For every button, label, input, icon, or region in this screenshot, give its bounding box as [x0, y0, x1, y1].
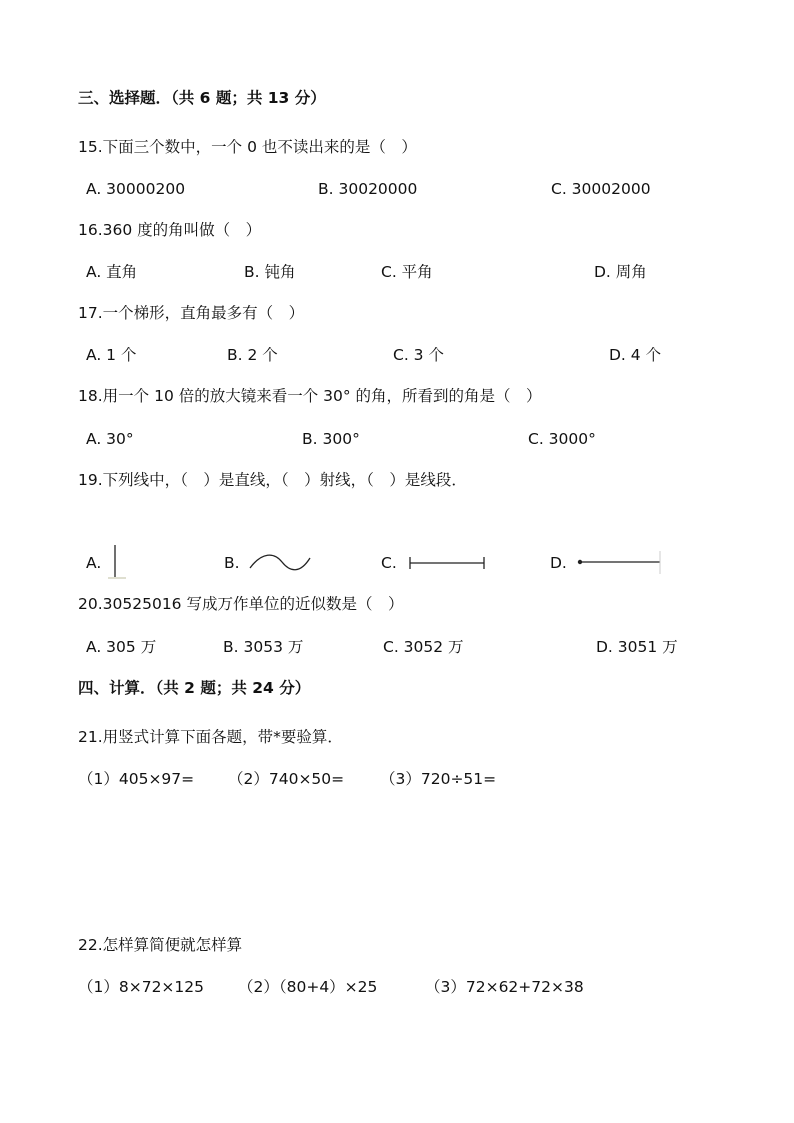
q22-item-2: （2）（80+4）×25 — [238, 978, 378, 996]
q21-item-2: （2）740×50= — [228, 770, 345, 788]
q17-option-a: A. 1 个 — [86, 346, 137, 364]
q22-item-3: （3）72×62+72×38 — [425, 978, 584, 996]
question-18: 18.用一个 10 倍的放大镜来看一个 30° 的角，所看到的角是（ ） — [78, 387, 542, 405]
q20-option-c: C. 3052 万 — [383, 638, 464, 656]
q19-option-d: D. — [550, 554, 567, 572]
section-4-title: 四、计算．（共 2 题；共 24 分） — [78, 679, 311, 697]
q20-option-b: B. 3053 万 — [223, 638, 304, 656]
question-21: 21.用竖式计算下面各题，带*要验算． — [78, 728, 343, 746]
q18-option-c: C. 3000° — [528, 430, 596, 448]
figure-c-segment — [405, 555, 489, 571]
q17-option-d: D. 4 个 — [609, 346, 662, 364]
q19-option-c: C. — [381, 554, 397, 572]
q21-item-3: （3）720÷51= — [380, 770, 497, 788]
q19-option-a: A. — [86, 554, 102, 572]
question-19: 19.下列线中，（ ）是直线，（ ）射线，（ ）是线段． — [78, 471, 467, 489]
q15-option-a: A. 30000200 — [86, 180, 186, 198]
figure-b-curve — [248, 552, 312, 574]
q18-option-b: B. 300° — [302, 430, 360, 448]
q16-option-d: D. 周角 — [594, 263, 647, 281]
q18-option-a: A. 30° — [86, 430, 134, 448]
figure-d-ray — [574, 550, 666, 576]
q16-option-b: B. 钝角 — [244, 263, 296, 281]
q15-option-c: C. 30002000 — [551, 180, 651, 198]
question-22: 22.怎样算简便就怎样算 — [78, 936, 243, 954]
q20-option-a: A. 305 万 — [86, 638, 157, 656]
fig-b-curve-path — [250, 555, 310, 570]
q21-item-1: （1）405×97= — [78, 770, 195, 788]
q17-option-c: C. 3 个 — [393, 346, 444, 364]
q22-item-1: （1）8×72×125 — [78, 978, 205, 996]
question-20: 20.30525016 写成万作单位的近似数是（ ） — [78, 595, 404, 613]
figure-a-vertical-line — [104, 543, 130, 583]
q19-option-b: B. — [224, 554, 240, 572]
q16-option-c: C. 平角 — [381, 263, 433, 281]
question-17: 17.一个梯形，直角最多有（ ） — [78, 304, 305, 322]
question-16: 16.360 度的角叫做（ ） — [78, 221, 262, 239]
q15-option-b: B. 30020000 — [318, 180, 418, 198]
section-3-title: 三、选择题．（共 6 题；共 13 分） — [78, 89, 326, 107]
q16-option-a: A. 直角 — [86, 263, 138, 281]
q20-option-d: D. 3051 万 — [596, 638, 678, 656]
q17-option-b: B. 2 个 — [227, 346, 278, 364]
question-15: 15.下面三个数中，一个 0 也不读出来的是（ ） — [78, 138, 417, 156]
